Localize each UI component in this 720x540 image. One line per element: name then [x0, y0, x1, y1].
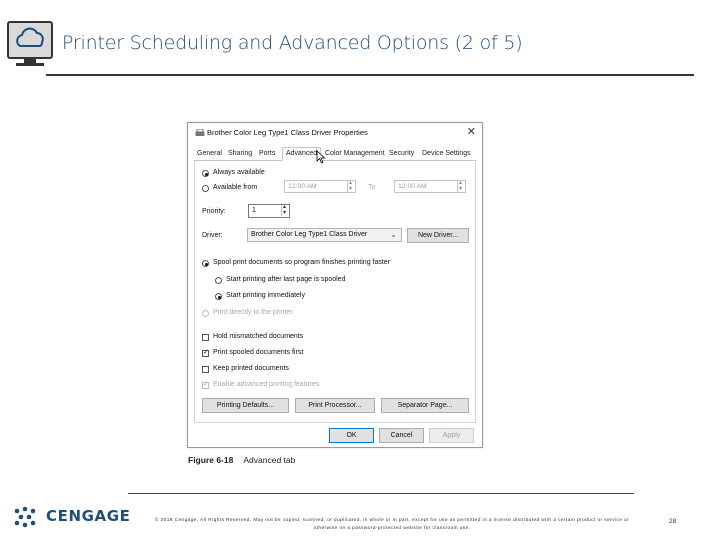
printer-icon — [195, 129, 205, 137]
after-last-page-label: Start printing after last page is spooled — [226, 276, 346, 283]
chevron-down-icon: ⌄ — [390, 230, 397, 239]
page-number: 28 — [669, 518, 677, 525]
printer-properties-dialog — [187, 122, 483, 448]
tab-color-management[interactable]: Color Management — [325, 150, 385, 157]
brand-name: CENGAGE — [46, 507, 131, 525]
tab-sharing[interactable]: Sharing — [228, 150, 253, 157]
close-icon[interactable]: ✕ — [466, 126, 476, 138]
from-time-spinner[interactable] — [347, 181, 355, 192]
figure-caption — [188, 455, 295, 465]
title-divider — [46, 74, 694, 76]
spool-label: Spool print documents so program finishes printing faster — [213, 259, 391, 266]
ok-button[interactable]: OK — [329, 428, 374, 443]
from-time-input[interactable] — [284, 180, 356, 193]
priority-input[interactable] — [248, 204, 290, 218]
print-spooled-first-label: Print spooled documents first — [213, 349, 304, 356]
start-immediately-label: Start printing immediately — [226, 292, 305, 299]
priority-label: Priority: — [202, 208, 226, 215]
tab-general[interactable]: General — [197, 150, 222, 157]
cancel-button[interactable]: Cancel — [379, 428, 424, 443]
available-from-radio[interactable] — [202, 185, 209, 192]
always-available-radio[interactable] — [202, 170, 209, 177]
available-from-label: Available from — [213, 184, 258, 191]
tab-security[interactable]: Security — [389, 150, 415, 157]
from-time-value: 12:00 AM — [288, 183, 317, 190]
priority-value: 1 — [252, 207, 256, 214]
after-last-page-radio[interactable] — [215, 277, 222, 284]
dialog-titlebar[interactable] — [188, 123, 482, 143]
priority-spinner[interactable] — [281, 205, 289, 216]
copyright-notice: © 2018 Cengage. All Rights Reserved. May not be copied, scanned, or duplicated, in whole or in part, except for use as permitted in a license distributed with a certain product or service or otherwise on a password-protected website for classroom use. — [154, 518, 630, 531]
hold-mismatched-label: Hold mismatched documents — [213, 333, 304, 340]
driver-label: Driver: — [202, 232, 223, 239]
tab-strip — [194, 147, 476, 161]
to-time-input[interactable] — [394, 180, 466, 193]
mouse-pointer-icon — [316, 150, 326, 164]
print-spooled-first-checkbox[interactable] — [202, 350, 209, 357]
keep-printed-checkbox[interactable] — [202, 366, 209, 373]
to-time-value: 12:00 AM — [398, 183, 427, 190]
tab-ports[interactable]: Ports — [259, 150, 276, 157]
enable-advanced-checkbox[interactable] — [202, 382, 209, 389]
to-time-spinner[interactable] — [457, 181, 465, 192]
spool-radio[interactable] — [202, 260, 209, 267]
driver-value: Brother Color Leg Type1 Class Driver — [251, 231, 368, 238]
always-available-label: Always available — [213, 169, 265, 176]
to-label: To — [368, 184, 376, 191]
apply-button[interactable]: Apply — [429, 428, 474, 443]
new-driver-button[interactable]: New Driver... — [407, 228, 469, 243]
print-direct-label: Print directly to the printer — [213, 309, 293, 316]
slide-title: Printer Scheduling and Advanced Options (2 of 5) — [62, 32, 523, 54]
hold-mismatched-checkbox[interactable] — [202, 334, 209, 341]
separator-page-button[interactable]: Separator Page... — [381, 398, 469, 413]
dialog-title: Brother Color Leg Type1 Class Driver Properties — [207, 128, 368, 137]
figure-number: Figure 6-18 — [188, 455, 234, 465]
enable-advanced-label: Enable advanced printing features — [213, 381, 320, 388]
printing-defaults-button[interactable]: Printing Defaults... — [202, 398, 289, 413]
keep-printed-label: Keep printed documents — [213, 365, 289, 372]
print-processor-button[interactable]: Print Processor... — [295, 398, 375, 413]
start-immediately-radio[interactable] — [215, 293, 222, 300]
footer-divider — [128, 493, 634, 494]
print-direct-radio[interactable] — [202, 310, 209, 317]
driver-select[interactable] — [247, 228, 402, 242]
figure-text: Advanced tab — [243, 455, 296, 465]
tab-advanced[interactable]: Advanced — [282, 147, 321, 161]
tab-device-settings[interactable]: Device Settings — [422, 150, 471, 157]
cloud-computer-icon — [6, 20, 56, 68]
cengage-logo-icon — [12, 505, 42, 529]
